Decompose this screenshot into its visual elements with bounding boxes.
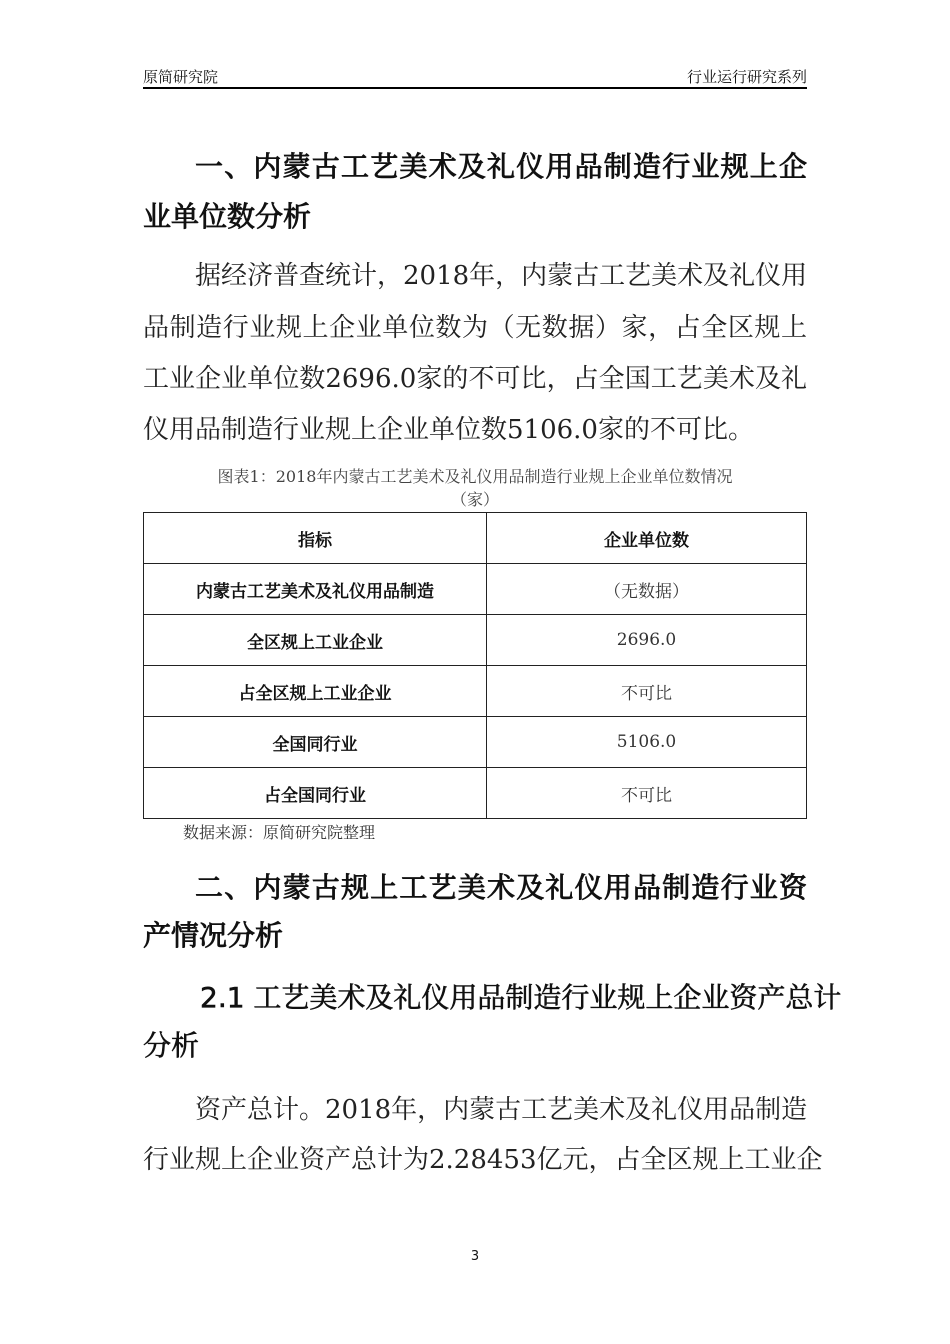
table-header: 企业单位数	[487, 513, 807, 564]
table-cell-label: 占全区规上工业企业	[144, 666, 487, 717]
paragraph1-line4: 仪用品制造行业规上企业单位数5106.0家的不可比。	[143, 415, 754, 445]
paragraph1-line1: 据经济普查统计，2018年，内蒙古工艺美术及礼仪用	[195, 261, 808, 291]
table-row	[144, 666, 807, 717]
subsection-heading-line1: 2.1 工艺美术及礼仪用品制造行业规上企业资产总计	[200, 981, 842, 1014]
table-cell-value: 不可比	[487, 666, 807, 717]
table-caption-unit: （家）	[450, 490, 499, 509]
subsection-heading-line2: 分析	[143, 1029, 200, 1062]
table-row	[144, 717, 807, 768]
table-caption: 图表1：2018年内蒙古工艺美术及礼仪用品制造行业规上企业单位数情况	[217, 467, 733, 486]
table-cell-value: 不可比	[487, 768, 807, 819]
section1-heading-line1: 一、内蒙古工艺美术及礼仪用品制造行业规上企	[195, 150, 807, 183]
paragraph2-line2: 行业规上企业资产总计为2.28453亿元，占全区规上工业企	[143, 1145, 823, 1175]
paragraph2-line1: 资产总计。2018年，内蒙古工艺美术及礼仪用品制造	[195, 1095, 808, 1125]
paragraph1-line3: 工业企业单位数2696.0家的不可比，占全国工艺美术及礼	[143, 364, 807, 394]
table-cell-label: 内蒙古工艺美术及礼仪用品制造	[144, 564, 487, 615]
table-header-row	[144, 513, 807, 564]
header-divider	[143, 87, 807, 89]
page-number: 3	[470, 1249, 480, 1264]
paragraph1-line2: 品制造行业规上企业单位数为（无数据）家，占全区规上	[143, 313, 807, 343]
enterprise-count-table	[143, 512, 807, 819]
table-cell-value: 2696.0	[487, 615, 807, 666]
table-cell-label: 占全国同行业	[144, 768, 487, 819]
table-header: 指标	[144, 513, 487, 564]
table-cell-value: 5106.0	[487, 717, 807, 768]
header-right: 行业运行研究系列	[686, 68, 807, 86]
section2-heading-line1: 二、内蒙古规上工艺美术及礼仪用品制造行业资	[195, 871, 807, 904]
table-row	[144, 564, 807, 615]
section1-heading-line2: 业单位数分析	[143, 200, 312, 233]
table-row	[144, 615, 807, 666]
table-cell-label: 全区规上工业企业	[144, 615, 487, 666]
table-cell-label: 全国同行业	[144, 717, 487, 768]
section2-heading-line2: 产情况分析	[143, 919, 284, 952]
data-source: 数据来源：原简研究院整理	[183, 823, 376, 842]
header-left: 原简研究院	[143, 68, 219, 86]
table-cell-value: （无数据）	[487, 564, 807, 615]
table-row	[144, 768, 807, 819]
